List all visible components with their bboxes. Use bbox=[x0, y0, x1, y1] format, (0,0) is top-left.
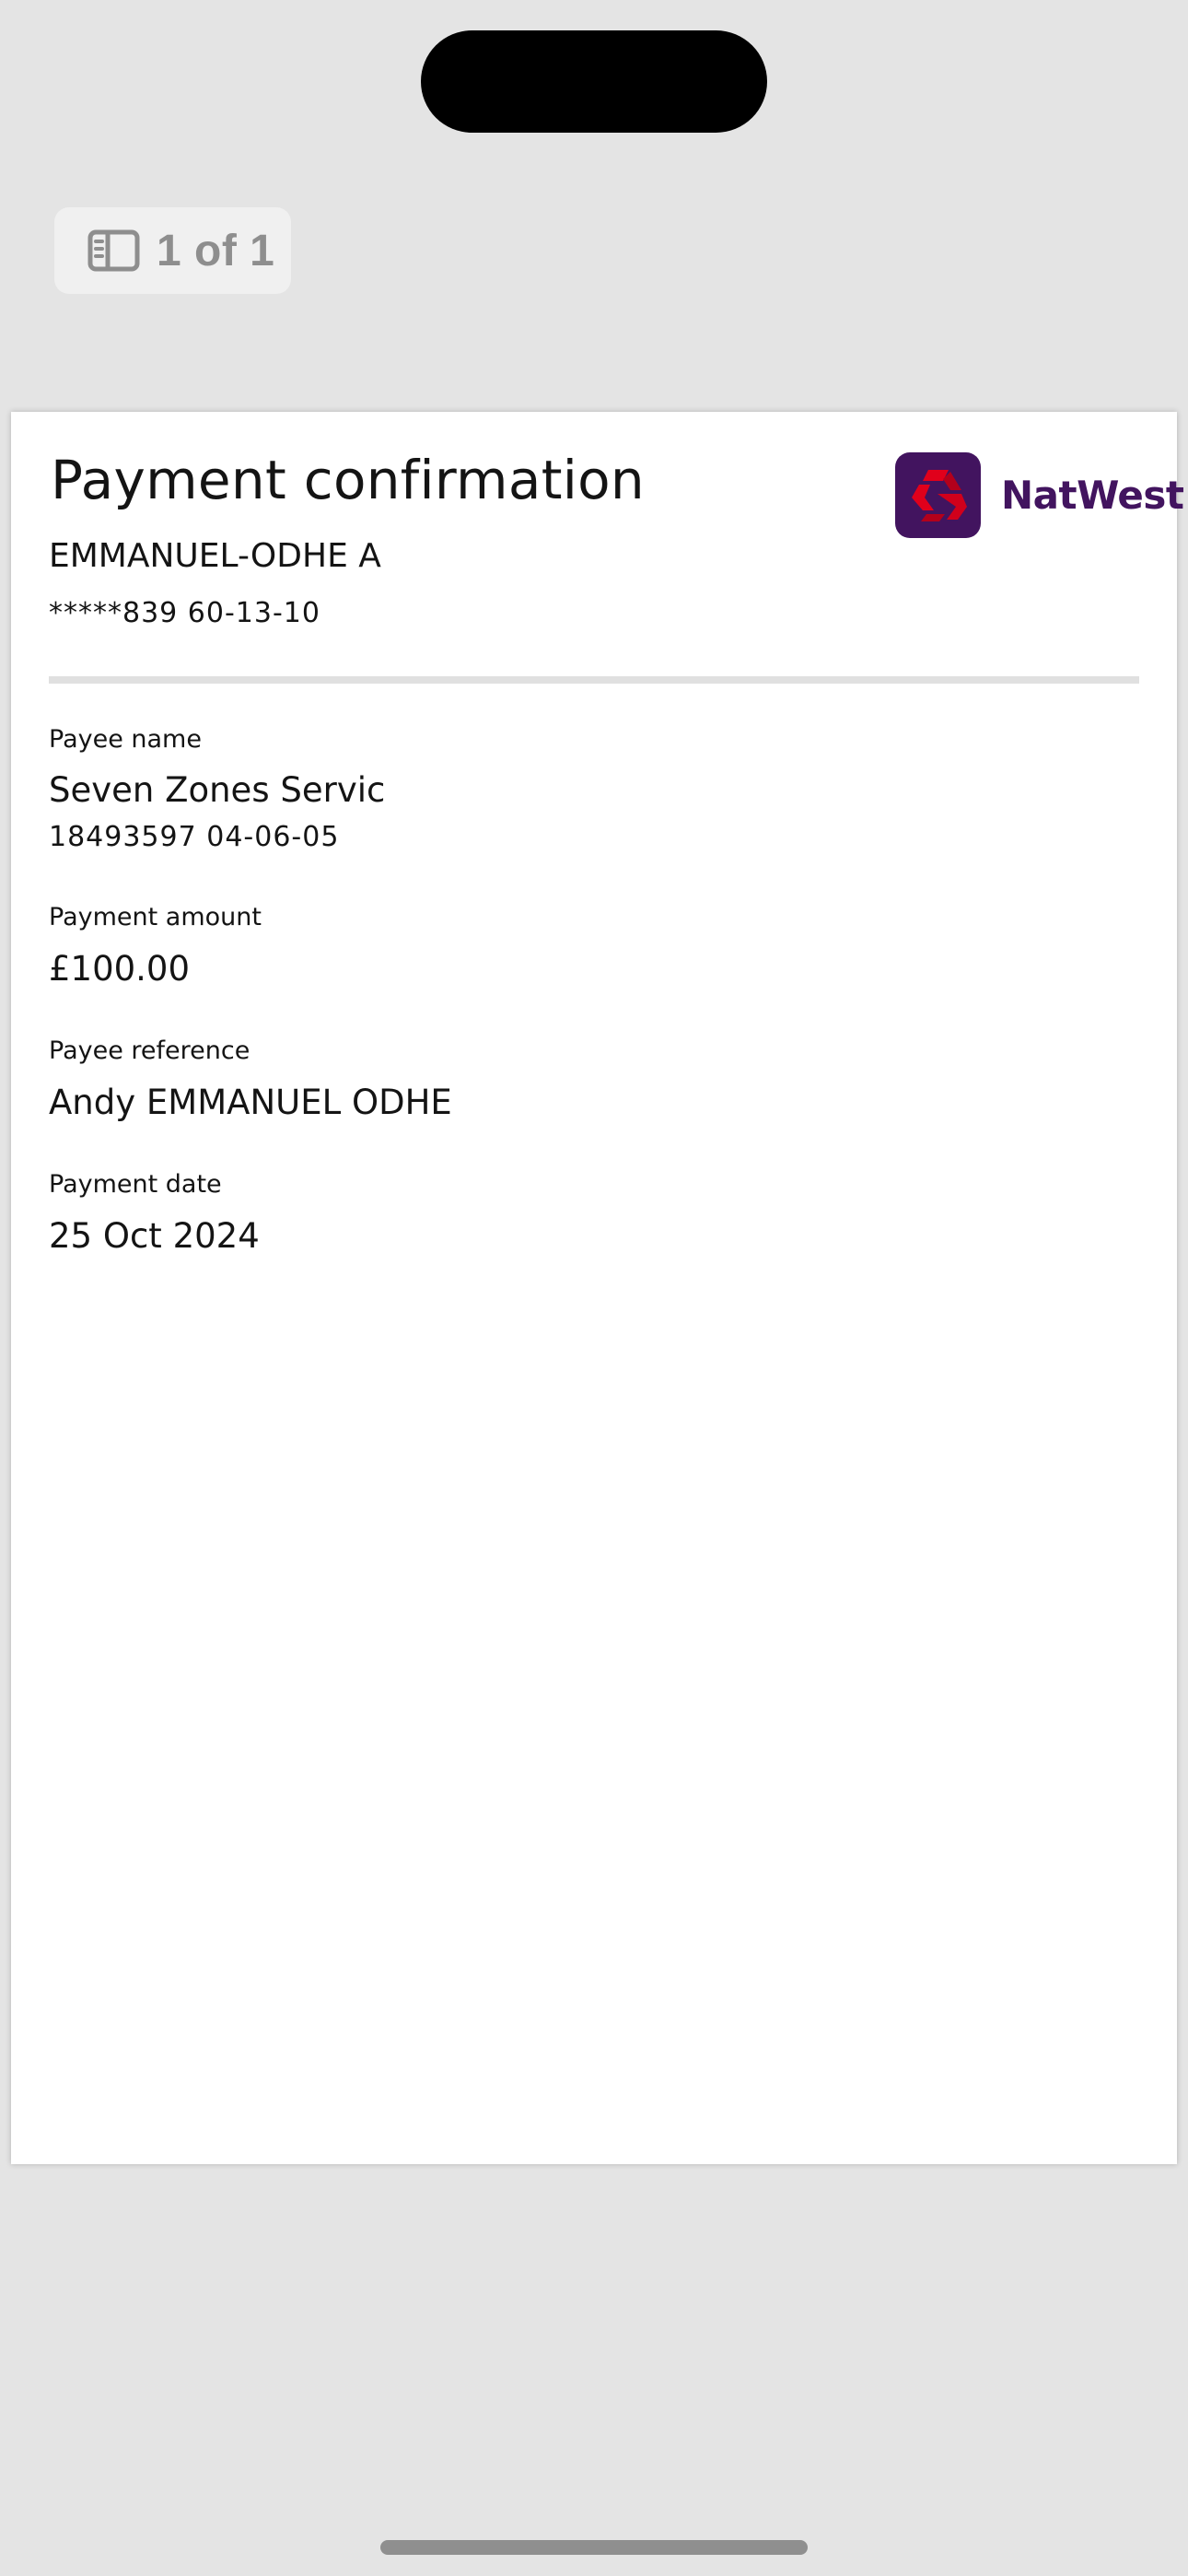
page-indicator-label: 1 of 1 bbox=[157, 226, 275, 275]
bank-name: NatWest bbox=[1001, 472, 1184, 518]
payee-name: Seven Zones Servic bbox=[49, 770, 386, 810]
account-details: *****839 60-13-10 bbox=[49, 597, 320, 629]
divider bbox=[49, 676, 1139, 684]
account-holder: EMMANUEL-ODHE A bbox=[49, 537, 381, 575]
payment-date-label: Payment date bbox=[49, 1170, 222, 1199]
bank-logo bbox=[895, 451, 1183, 539]
sidebar-icon bbox=[87, 229, 140, 272]
payment-amount-label: Payment amount bbox=[49, 903, 262, 931]
payee-name-label: Payee name bbox=[49, 725, 202, 754]
document-page bbox=[11, 412, 1184, 2164]
page-indicator-button[interactable] bbox=[54, 207, 291, 294]
document-title: Payment confirmation bbox=[51, 449, 645, 511]
natwest-logo-icon bbox=[895, 452, 981, 538]
dynamic-island bbox=[421, 30, 767, 133]
payment-amount: £100.00 bbox=[49, 949, 191, 989]
payment-date: 25 Oct 2024 bbox=[49, 1216, 260, 1256]
payee-account: 18493597 04-06-05 bbox=[49, 821, 340, 853]
payee-reference-label: Payee reference bbox=[49, 1036, 250, 1065]
home-indicator[interactable] bbox=[380, 2540, 808, 2555]
payee-reference: Andy EMMANUEL ODHE bbox=[49, 1083, 452, 1122]
